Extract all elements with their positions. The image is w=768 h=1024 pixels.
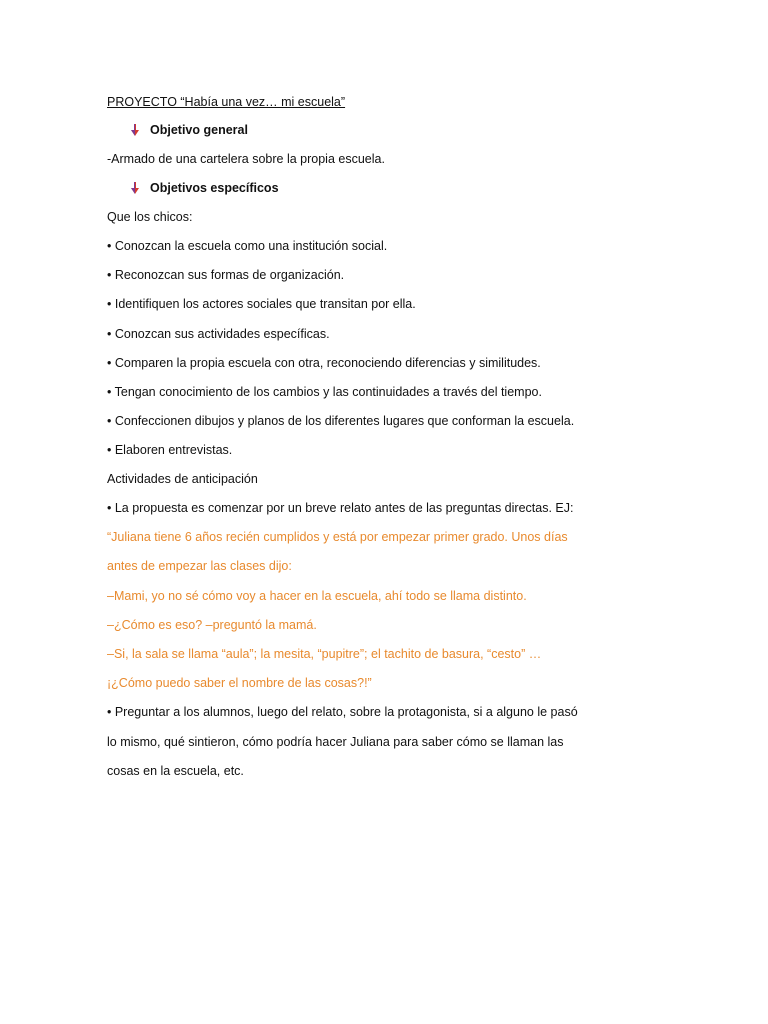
story-line: “Juliana tiene 6 años recién cumplidos y está por empezar primer grado. Unos días <box>107 530 568 544</box>
objective-bullet: • Tengan conocimiento de los cambios y las continuidades a través del tiempo. <box>107 385 542 399</box>
story-line: –¿Cómo es eso? –preguntó la mamá. <box>107 618 317 632</box>
story-line: –Mami, yo no sé cómo voy a hacer en la escuela, ahí todo se llama distinto. <box>107 589 527 603</box>
section-heading-objetivos-especificos <box>128 180 279 196</box>
objective-bullet: • Conozcan sus actividades específicas. <box>107 327 330 341</box>
document-title: PROYECTO “Había una vez… mi escuela” <box>107 95 346 109</box>
section-heading-label: Objetivo general <box>150 123 248 137</box>
story-line: ¡¿Cómo puedo saber el nombre de las cosas?!” <box>107 676 372 690</box>
section-heading-objetivo-general <box>128 122 248 138</box>
activities-bullet: • La propuesta es comenzar por un breve relato antes de las preguntas directas. EJ: <box>107 501 574 515</box>
objectives-intro: Que los chicos: <box>107 210 193 224</box>
story-line: antes de empezar las clases dijo: <box>107 559 292 573</box>
objective-bullet: • Comparen la propia escuela con otra, reconociendo diferencias y similitudes. <box>107 356 541 370</box>
story-line: –Si, la sala se llama “aula”; la mesita, “pupitre”; el tachito de basura, “cesto” … <box>107 647 542 661</box>
arrow-down-icon <box>128 181 142 195</box>
objective-bullet: • Reconozcan sus formas de organización. <box>107 268 345 282</box>
objective-bullet: • Identifiquen los actores sociales que transitan por ella. <box>107 297 416 311</box>
activities-bullet-line: cosas en la escuela, etc. <box>107 764 244 778</box>
objective-general-text: -Armado de una cartelera sobre la propia escuela. <box>107 152 385 166</box>
activities-bullet-line: • Preguntar a los alumnos, luego del relato, sobre la protagonista, si a alguno le pasó <box>107 705 578 719</box>
objective-bullet: • Conozcan la escuela como una institución social. <box>107 239 388 253</box>
objective-bullet: • Confeccionen dibujos y planos de los diferentes lugares que conforman la escuela. <box>107 414 575 428</box>
arrow-down-icon <box>128 123 142 137</box>
activities-heading: Actividades de anticipación <box>107 472 258 486</box>
objective-bullet: • Elaboren entrevistas. <box>107 443 233 457</box>
section-heading-label: Objetivos específicos <box>150 181 279 195</box>
activities-bullet-line: lo mismo, qué sintieron, cómo podría hacer Juliana para saber cómo se llaman las <box>107 735 564 749</box>
